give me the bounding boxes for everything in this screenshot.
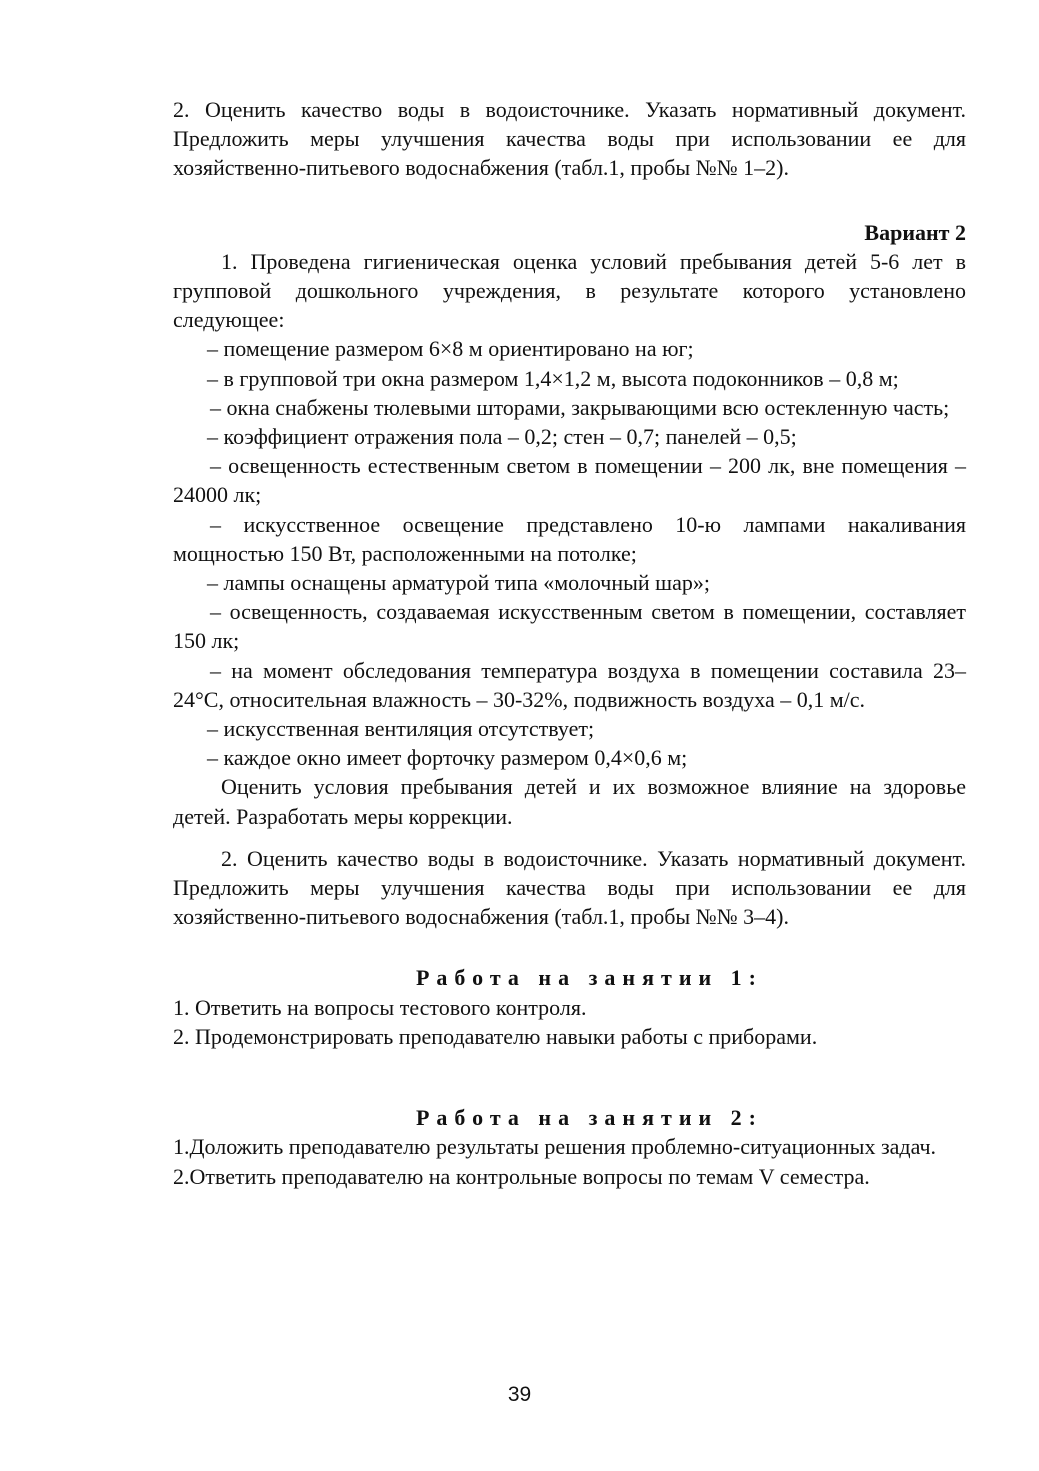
session-2-item: 2.Ответить преподавателю на контрольные вопросы по темам V семестра. [173,1163,870,1189]
document-page [173,95,966,1191]
session-1-item: 1. Ответить на вопросы тестового контроля. [173,994,587,1020]
condition-item: – лампы оснащены арматурой типа «молочный шар»; [207,570,711,596]
condition-item: – окна снабжены тюлевыми шторами, закрывающими всю остекленную часть; [210,394,950,420]
variant-task-1-conclusion: Оценить условия пребывания детей и их возможное влияние на здоровье детей. Разработать меры коррекции. [173,774,966,829]
condition-item: – в групповой три окна размером 1,4×1,2 м, высота подоконников – 0,8 м; [207,365,899,391]
variant-task-1-intro: 1. Проведена гигиеническая оценка условий пребывания детей 5-6 лет в групповой дошкольного учреждения, в результате которого установлено следующее: [173,248,966,333]
condition-item: – на момент обследования температура воздуха в помещении составила 23–24°С, относительная влажность – 30-32%, подвижность воздуха – 0,1 м/с. [173,657,966,712]
condition-item: – помещение размером 6×8 м ориентировано на юг; [207,336,694,362]
page-number: 39 [507,1383,532,1406]
session-2-title: Работа на занятии 2: [415,1105,763,1131]
session-1-item: 2. Продемонстрировать преподавателю навыки работы с приборами. [173,1023,818,1049]
session-2-item: 1.Доложить преподавателю результаты решения проблемно-ситуационных задач. [173,1134,937,1160]
session-1-title: Работа на занятии 1: [415,965,763,991]
variant-title: Вариант 2 [864,219,966,245]
condition-item: – освещенность естественным светом в помещении – 200 лк, вне помещения – 24000 лк; [173,453,966,508]
condition-item: – искусственная вентиляция отсутствует; [207,716,595,742]
condition-item: – каждое окно имеет форточку размером 0,4×0,6 м; [207,745,688,771]
condition-item: – коэффициент отражения пола – 0,2; стен – 0,7; панелей – 0,5; [207,424,797,450]
intro-task-2: 2. Оценить качество воды в водоисточнике. Указать нормативный документ. Предложить меры улучшения качества воды при использовании ее для хозяйственно-питьевого водоснабжения (табл.1, пробы №№ 1–2). [173,97,966,181]
condition-item: – искусственное освещение представлено 10-ю лампами накаливания мощностью 150 Вт, расположенными на потолке; [173,511,966,566]
condition-item: – освещенность, создаваемая искусственным светом в помещении, составляет 150 лк; [173,599,966,654]
variant-task-2: 2. Оценить качество воды в водоисточнике. Указать нормативный документ. Предложить меры улучшения качества воды при использовании ее для хозяйственно-питьевого водоснабжения (табл.1, пробы №№ 3–4). [173,845,966,930]
